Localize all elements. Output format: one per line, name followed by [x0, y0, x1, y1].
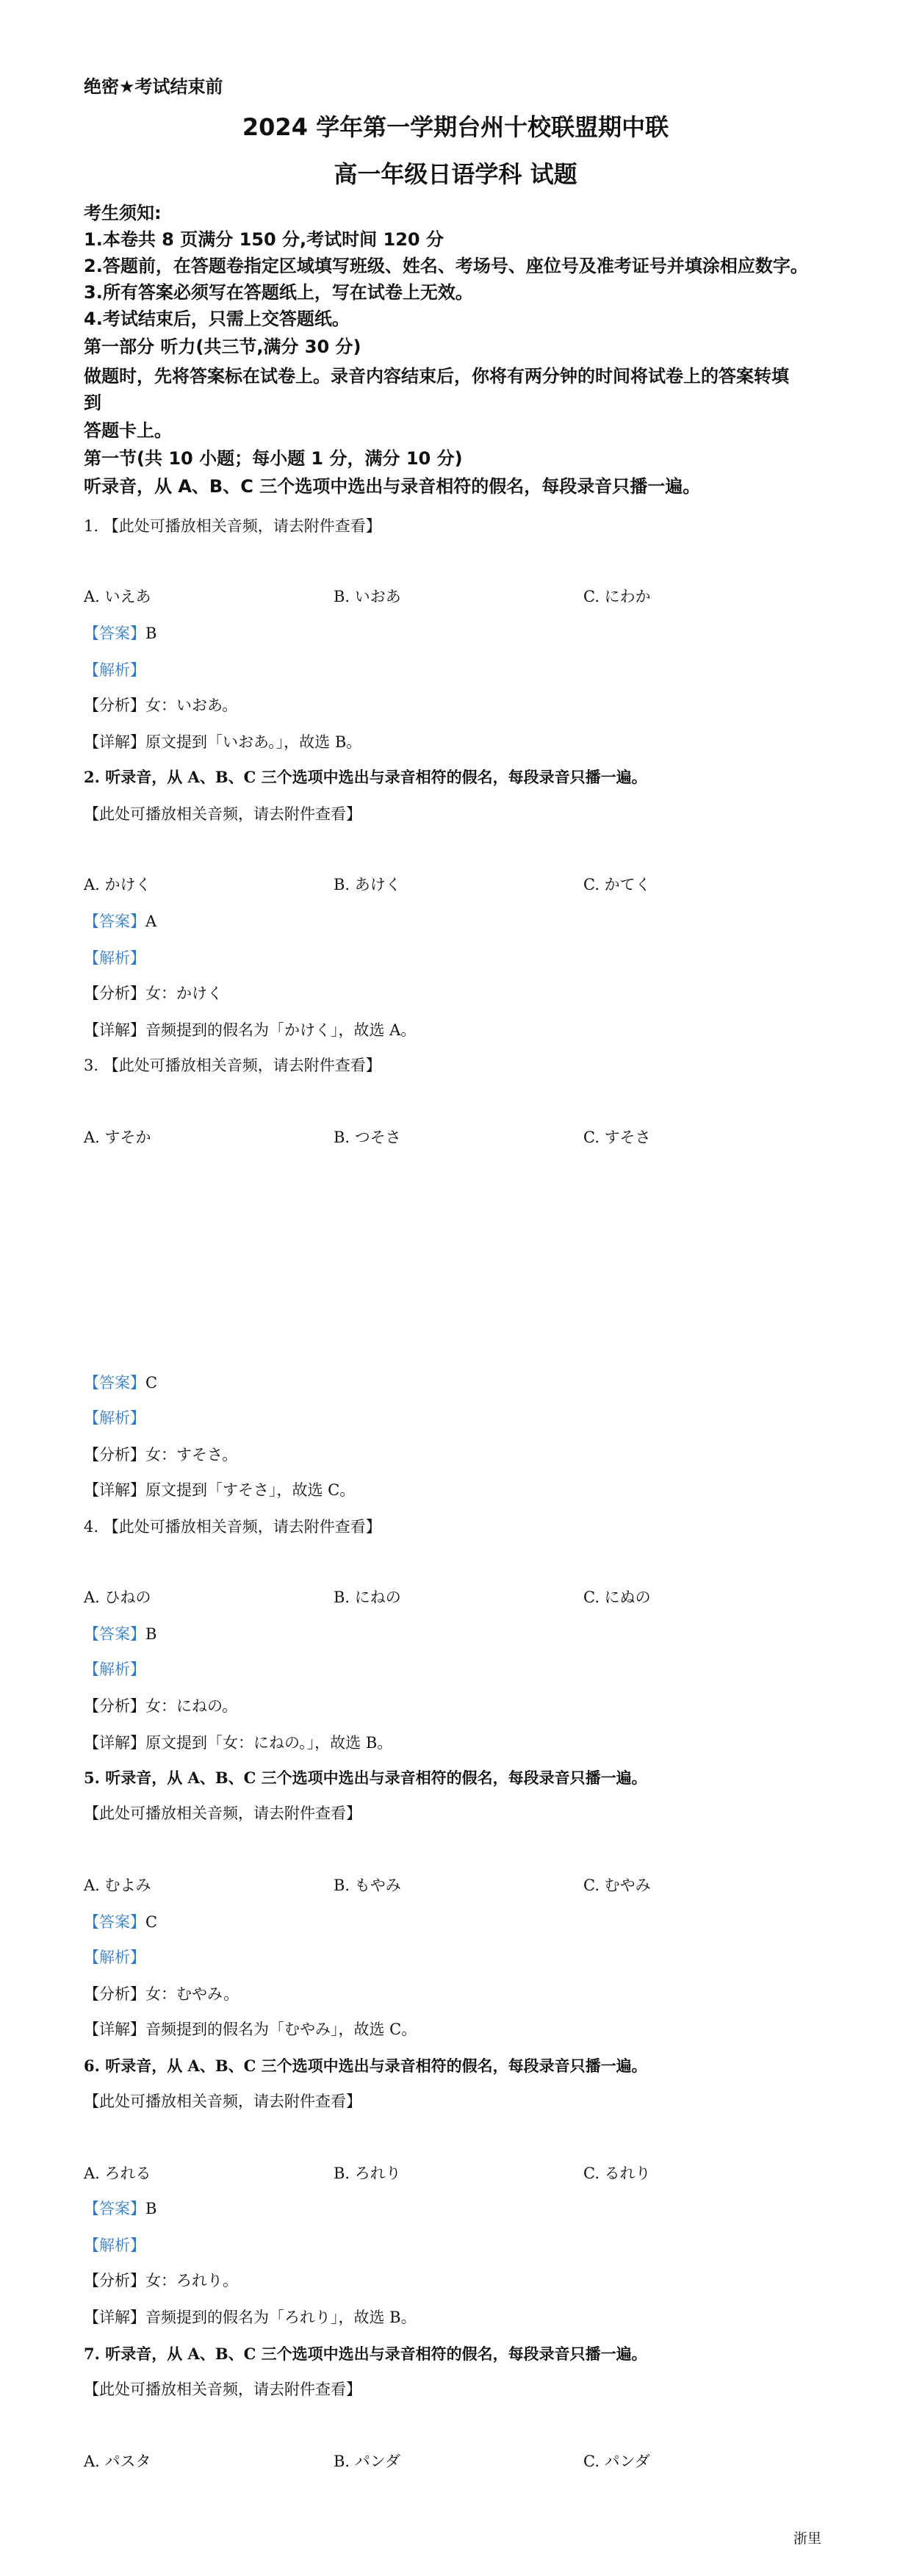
option-c: C. かてく — [583, 876, 651, 893]
analysis-label: 【解析】 — [84, 1661, 145, 1678]
instructions-heading: 考生须知: — [84, 203, 162, 223]
question-stem-audio: 【此处可播放相关音频，请去附件查看】 — [84, 2093, 361, 2110]
option-c: C. にわか — [583, 588, 651, 605]
question-stem-audio: 【此处可播放相关音频，请去附件查看】 — [84, 2381, 361, 2398]
analysis-fenxi: 【分析】女：むやみ。 — [84, 1985, 240, 2003]
option-a: A. むよみ — [84, 1877, 151, 1894]
question-stem: 1. 【此处可播放相关音频，请去附件查看】 — [84, 517, 381, 535]
analysis-label: 【解析】 — [84, 949, 145, 967]
option-c: C. すそさ — [583, 1129, 651, 1146]
option-b: B. いおあ — [334, 588, 401, 605]
answer-line: 【答案】C — [84, 1374, 158, 1392]
section-description: 听录音，从 A、B、C 三个选项中选出与录音相符的假名，每段录音只播一遍。 — [84, 476, 701, 497]
instruction-item: 1.本卷共 8 页满分 150 分,考试时间 120 分 — [84, 229, 444, 250]
instruction-item: 2.答题前，在答题卷指定区域填写班级、姓名、考场号、座位号及准考证号并填涂相应数字。 — [84, 256, 808, 276]
analysis-fenxi: 【分析】女：かけく — [84, 985, 223, 1002]
option-c: C. るれり — [583, 2165, 651, 2182]
option-a: A. パスタ — [84, 2453, 151, 2470]
section-heading: 第一节(共 10 小题；每小题 1 分，满分 10 分) — [84, 448, 463, 469]
option-a: A. かけく — [84, 876, 151, 893]
analysis-xiangjie: 【详解】原文提到「すそさ」，故选 C。 — [84, 1481, 356, 1499]
answer-line: 【答案】B — [84, 625, 157, 642]
option-b: B. あけく — [334, 876, 401, 893]
part-description: 到 — [84, 392, 101, 413]
answer-line: 【答案】B — [84, 2200, 157, 2217]
answer-line: 【答案】B — [84, 1625, 157, 1643]
analysis-label: 【解析】 — [84, 2237, 145, 2254]
analysis-fenxi: 【分析】女：にねの。 — [84, 1697, 238, 1715]
option-c: C. パンダ — [583, 2453, 650, 2470]
analysis-xiangjie: 【详解】原文提到「女：にねの。」，故选 B。 — [84, 1734, 393, 1752]
analysis-label: 【解析】 — [84, 1409, 145, 1427]
analysis-fenxi: 【分析】女：すそさ。 — [84, 1446, 238, 1464]
option-a: A. ろれる — [84, 2165, 151, 2182]
analysis-xiangjie: 【详解】音频提到的假名为「むやみ」，故选 C。 — [84, 2021, 417, 2038]
option-b: B. にねの — [334, 1589, 401, 1606]
option-b: B. パンダ — [334, 2453, 400, 2470]
analysis-fenxi: 【分析】女：いおあ。 — [84, 697, 238, 714]
option-b: B. つそさ — [334, 1129, 401, 1146]
option-a: A. ひねの — [84, 1589, 151, 1606]
option-b: B. ろれり — [334, 2165, 401, 2182]
question-stem: 5. 听录音，从 A、B、C 三个选项中选出与录音相符的假名，每段录音只播一遍。 — [84, 1769, 647, 1787]
instruction-item: 3.所有答案必须写在答题纸上，写在试卷上无效。 — [84, 282, 473, 303]
option-b: B. もやみ — [334, 1877, 401, 1894]
part-heading: 第一部分 听力(共三节,满分 30 分) — [84, 337, 361, 357]
exam-title: 2024 学年第一学期台州十校联盟期中联 — [242, 113, 669, 141]
analysis-fenxi: 【分析】女：ろれり。 — [84, 2272, 238, 2289]
analysis-xiangjie: 【详解】音频提到的假名为「かけく」，故选 A。 — [84, 1021, 417, 1039]
analysis-label: 【解析】 — [84, 661, 145, 679]
answer-line: 【答案】C — [84, 1913, 158, 1931]
analysis-label: 【解析】 — [84, 1949, 145, 1966]
question-stem: 6. 听录音，从 A、B、C 三个选项中选出与录音相符的假名，每段录音只播一遍。 — [84, 2057, 647, 2075]
question-stem: 4. 【此处可播放相关音频，请去附件查看】 — [84, 1518, 381, 1536]
footer-watermark: 浙里 — [793, 2530, 822, 2547]
analysis-xiangjie: 【详解】音频提到的假名为「ろれり」，故选 B。 — [84, 2309, 417, 2326]
question-stem-audio: 【此处可播放相关音频，请去附件查看】 — [84, 1805, 361, 1822]
option-a: A. いえあ — [84, 588, 151, 605]
option-c: C. にぬの — [583, 1589, 651, 1606]
instruction-item: 4.考试结束后，只需上交答题纸。 — [84, 309, 350, 329]
question-stem: 2. 听录音，从 A、B、C 三个选项中选出与录音相符的假名，每段录音只播一遍。 — [84, 768, 647, 786]
secret-label: 绝密★考试结束前 — [84, 76, 223, 97]
question-stem: 7. 听录音，从 A、B、C 三个选项中选出与录音相符的假名，每段录音只播一遍。 — [84, 2345, 647, 2363]
part-description: 做题时，先将答案标在试卷上。录音内容结束后，你将有两分钟的时间将试卷上的答案转填 — [84, 366, 789, 386]
option-a: A. すそか — [84, 1129, 151, 1146]
question-stem: 3. 【此处可播放相关音频，请去附件查看】 — [84, 1057, 381, 1074]
answer-line: 【答案】A — [84, 913, 157, 930]
option-c: C. むやみ — [583, 1877, 651, 1894]
exam-subtitle: 高一年级日语学科 试题 — [334, 160, 577, 188]
part-description: 答题卡上。 — [84, 420, 172, 441]
question-stem-audio: 【此处可播放相关音频，请去附件查看】 — [84, 805, 361, 823]
analysis-xiangjie: 【详解】原文提到「いおあ。」，故选 B。 — [84, 733, 362, 751]
